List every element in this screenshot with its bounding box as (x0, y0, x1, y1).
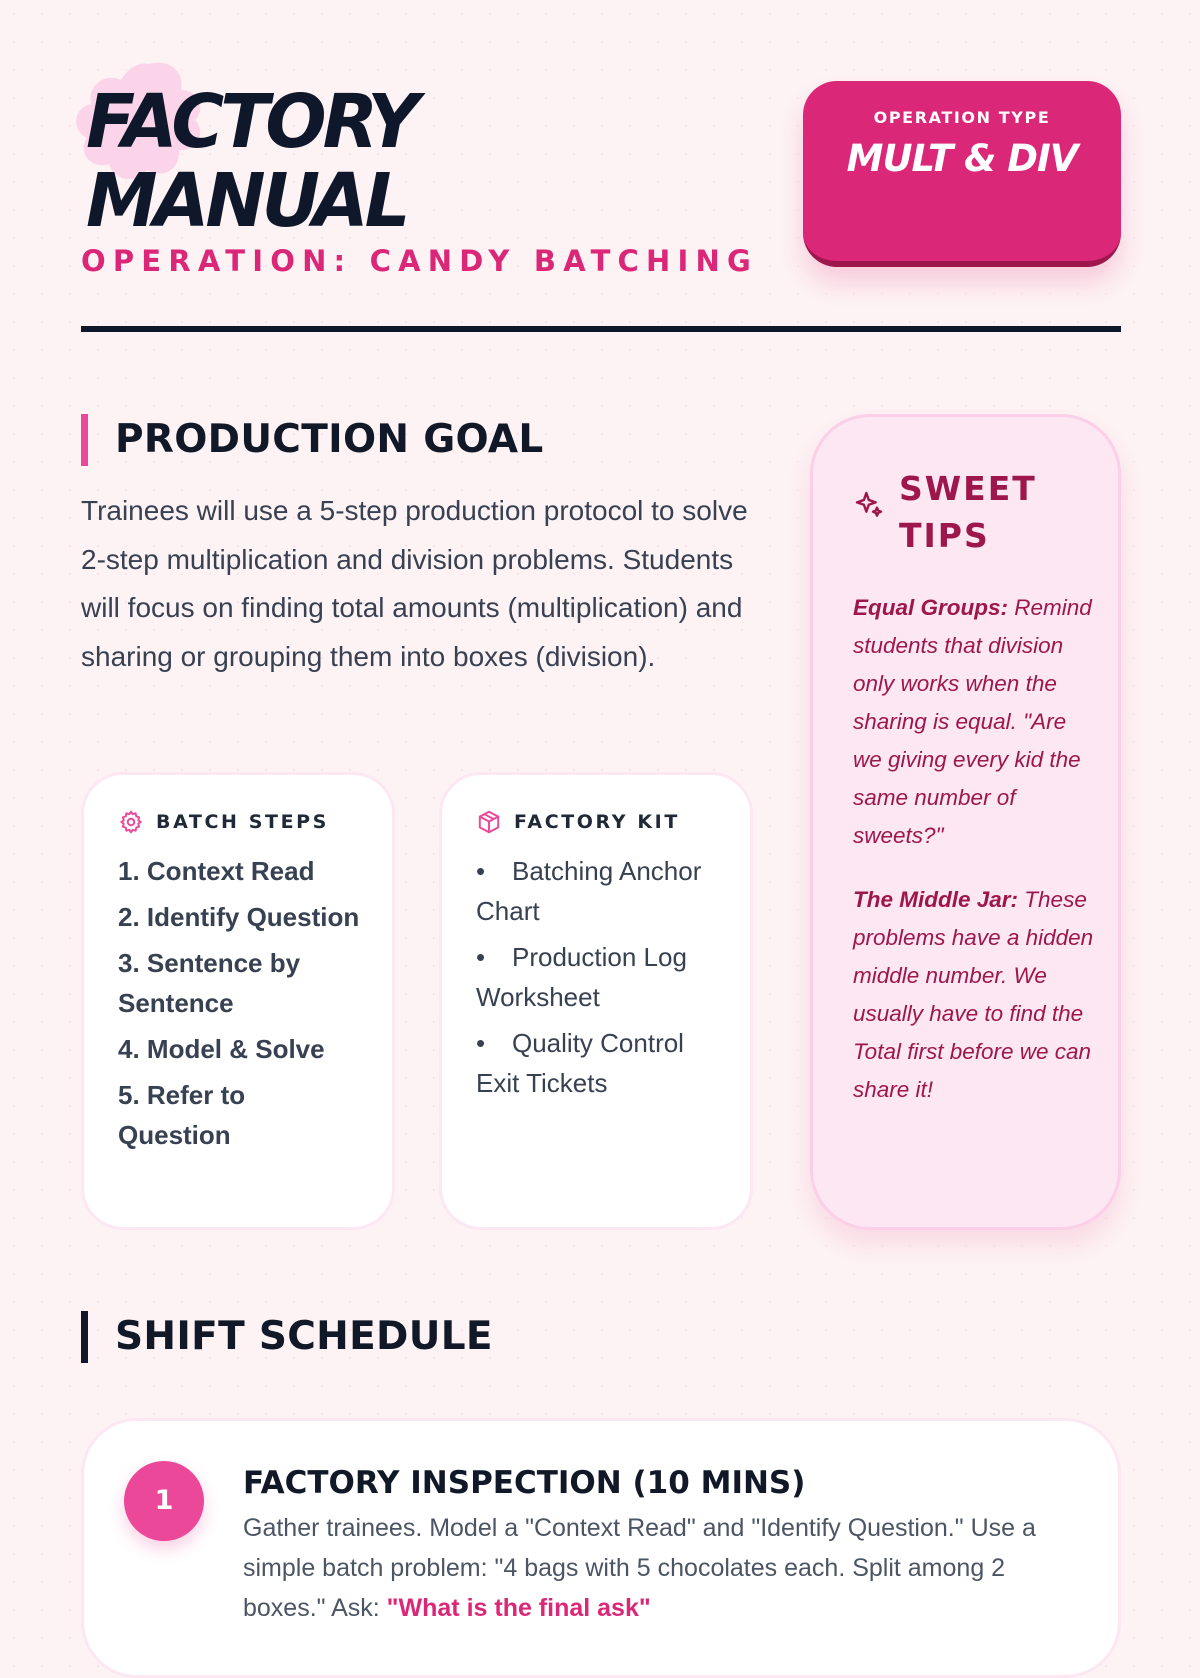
tip-text: Remind students that division only works when the sharing is equal. "Are we giving every kid the same number of sweets?" (853, 595, 1092, 848)
list-item (476, 1023, 720, 1103)
list-item-text: Production Log Worksheet (476, 942, 687, 1012)
sweet-tips-card (810, 414, 1121, 1230)
batch-steps-header (118, 807, 362, 837)
batch-steps-card (81, 772, 395, 1230)
list-item (476, 851, 720, 931)
list-item-text: Batching Anchor Chart (476, 856, 702, 926)
step-description (243, 1508, 1083, 1628)
page-subtitle: OPERATION: CANDY BATCHING (81, 244, 758, 278)
tip-label: Equal Groups: (853, 595, 1009, 620)
shift-schedule-heading: SHIFT SCHEDULE (81, 1311, 493, 1363)
bullet-icon: • (476, 942, 486, 972)
production-goal-heading: PRODUCTION GOAL (81, 414, 544, 466)
batch-steps-title: BATCH STEPS (156, 811, 329, 833)
header-divider (81, 326, 1121, 332)
operation-type-badge (803, 81, 1121, 267)
operation-type-value: MULT & DIV (846, 137, 1078, 180)
tip-equal-groups (853, 589, 1098, 855)
operation-type-label: OPERATION TYPE (873, 108, 1051, 127)
sweet-tips-title: SWEET TIPS (899, 469, 1037, 555)
bullet-icon: • (476, 1028, 486, 1058)
page-title-line-2: MANUAL (86, 156, 407, 244)
page-title-line-1: FACTORY (86, 77, 416, 165)
list-item: 5. Refer to Question (118, 1080, 246, 1150)
schedule-step-card (81, 1418, 1121, 1678)
box-icon (476, 809, 502, 835)
list-item: 4. Model & Solve (118, 1034, 325, 1064)
gear-icon (118, 809, 144, 835)
factory-kit-list (476, 851, 720, 1103)
sweet-tips-header (853, 465, 1098, 559)
sparkles-icon (853, 489, 885, 521)
step-ask: "What is the final ask" (386, 1594, 651, 1622)
step-text: Gather trainees. Model a "Context Read" and "Identify Question." Use a simple batch problem: "4 bags with 5 chocolates each. Split among 2 boxes." Ask: (243, 1514, 1036, 1622)
list-item: 3. Sentence by Sentence (118, 948, 301, 1018)
step-number-badge: 1 (124, 1461, 204, 1541)
production-goal-text: Trainees will use a 5-step production protocol to solve 2-step multiplication and division problems. Students will focus on finding total amounts (multiplication) and sharing or grouping them into boxes (division). (81, 495, 748, 673)
list-item-text: Quality Control Exit Tickets (476, 1028, 684, 1098)
tip-middle-jar (853, 881, 1098, 1109)
tip-text: These problems have a hidden middle number. We usually have to find the Total first before we can share it! (853, 887, 1094, 1102)
factory-kit-header (476, 807, 720, 837)
list-item: 1. Context Read (118, 856, 315, 886)
bullet-icon: • (476, 856, 486, 886)
list-item (476, 937, 720, 1017)
factory-kit-card (439, 772, 753, 1230)
step-title: FACTORY INSPECTION (10 MINS) (243, 1465, 806, 1501)
batch-steps-list (118, 851, 362, 1155)
lesson-page (81, 0, 1121, 1622)
list-item: 2. Identify Question (118, 902, 360, 932)
tip-label: The Middle Jar: (853, 887, 1019, 912)
factory-kit-title: FACTORY KIT (514, 811, 680, 833)
